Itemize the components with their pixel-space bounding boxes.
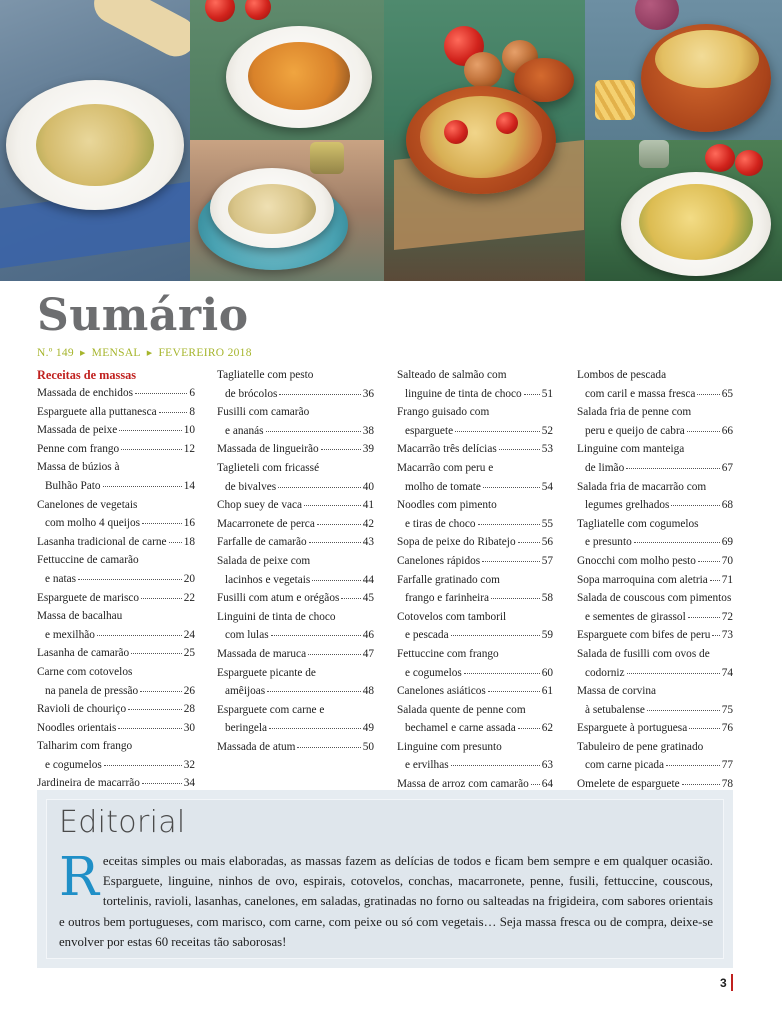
toc-page-number: 26	[183, 684, 195, 697]
toc-entry-title: Esparguete com bifes de peru	[577, 629, 711, 642]
toc-entry	[577, 626, 733, 645]
toc-entry	[217, 459, 374, 496]
toc-entry-title: Linguini de tinta de choco	[217, 610, 336, 623]
toc-page-number: 43	[362, 536, 374, 549]
toc-entry-title: Lombos de pescada	[577, 369, 667, 381]
toc-entry-title: amêijoas	[225, 685, 266, 698]
toc-entry-title: Macarrão três delícias	[397, 443, 497, 456]
toc-dot-leader	[308, 643, 361, 655]
toc-page-number: 36	[362, 387, 374, 400]
toc-page-number: 69	[721, 536, 733, 549]
toc-entry-title: Salada fria de penne com	[577, 406, 692, 419]
toc-entry-title: beringela	[225, 722, 268, 735]
toc-entry	[577, 571, 733, 590]
toc-entry	[37, 440, 195, 459]
toc-dot-leader	[634, 531, 720, 543]
toc-entry-title: Noodles com pimento	[397, 499, 497, 512]
toc-entry-title: Farfalle gratinado com	[397, 573, 500, 586]
toc-entry	[217, 738, 374, 757]
toc-dot-leader	[712, 624, 719, 636]
toc-entry-title: Ravioli de chouriço	[37, 703, 127, 716]
triangle-separator-icon: ▶	[146, 349, 153, 357]
toc-dot-leader	[297, 736, 360, 748]
toc-entry	[397, 645, 553, 682]
toc-dot-leader	[135, 382, 187, 394]
toc-column-4	[577, 366, 733, 831]
toc-entry-title: Tagliatelle com pesto	[217, 369, 314, 381]
toc-dot-leader	[141, 587, 182, 599]
toc-entry-title: Chop suey de vaca	[217, 499, 303, 512]
toc-dot-leader	[531, 773, 540, 785]
issue-frequency: MENSAL	[91, 347, 141, 359]
toc-page-number: 55	[541, 517, 553, 530]
issue-info	[37, 347, 252, 359]
toc-page-number: 28	[183, 703, 195, 716]
toc-entry-title: peru e queijo de cabra	[585, 424, 685, 437]
toc-dot-leader	[464, 662, 540, 674]
toc-column-3	[397, 366, 553, 794]
toc-dot-leader	[321, 438, 361, 450]
toc-entry-title: Salada quente de penne com	[397, 703, 526, 716]
toc-page-number: 64	[541, 778, 553, 791]
toc-dot-leader	[626, 457, 719, 469]
toc-entry	[217, 608, 374, 645]
toc-entry	[217, 589, 374, 608]
toc-entry	[397, 459, 553, 496]
page-number: 3	[720, 976, 727, 990]
toc-page-number: 68	[721, 499, 733, 512]
toc-entry	[397, 496, 553, 533]
toc-entry	[397, 608, 553, 645]
toc-dot-leader	[451, 624, 540, 636]
toc-page-number: 20	[183, 572, 195, 585]
toc-dot-leader	[524, 383, 540, 395]
toc-page-number: 30	[183, 721, 195, 734]
toc-entry-title: Massada de maruca	[217, 647, 307, 660]
toc-entry	[577, 719, 733, 738]
toc-page-number: 47	[362, 647, 374, 660]
toc-dot-leader	[671, 494, 719, 506]
toc-entry	[577, 366, 733, 403]
toc-entry-title: Salada de fusilli com ovos de	[577, 647, 710, 660]
toc-dot-leader	[488, 680, 540, 692]
toc-entry-title: Gnocchi com molho pesto	[577, 554, 696, 567]
toc-entry-title: Taglieteli com fricassé	[217, 461, 320, 474]
toc-section-title: Receitas de massas	[37, 368, 137, 382]
photo-tagliatelle-bivalves	[190, 140, 384, 281]
toc-entry-title: codorniz	[585, 666, 625, 679]
toc-page-number: 63	[541, 759, 553, 772]
page-number-bar	[731, 974, 733, 991]
toc-dot-leader	[698, 550, 720, 562]
toc-entry-title: de brócolos	[225, 387, 278, 400]
toc-entry-title: Jardineira de macarrão	[37, 777, 140, 790]
toc-entry	[397, 366, 553, 403]
toc-page-number: 74	[721, 666, 733, 679]
toc-dot-leader	[128, 698, 182, 710]
toc-entry-title: Massa de corvina	[577, 685, 657, 698]
toc-dot-leader	[627, 662, 720, 674]
toc-dot-leader	[140, 680, 182, 692]
toc-entry-title: à setubalense	[585, 703, 645, 716]
toc-dot-leader	[518, 717, 540, 729]
toc-entry-title: Salada fria de macarrão com	[577, 480, 707, 493]
toc-page-number: 72	[721, 610, 733, 623]
toc-dot-leader	[119, 419, 181, 431]
toc-entry-title: legumes grelhados	[585, 499, 670, 512]
toc-dot-leader	[131, 642, 182, 654]
toc-entry	[37, 737, 195, 774]
toc-page-number: 71	[721, 573, 733, 586]
toc-entry-title: Tagliatelle com cogumelos	[577, 517, 699, 530]
toc-dot-leader	[97, 624, 182, 636]
toc-dot-leader	[341, 587, 360, 599]
toc-page-number: 52	[541, 424, 553, 437]
toc-entry	[217, 533, 374, 552]
toc-entry-title: Linguine com presunto	[397, 740, 502, 753]
toc-entry	[37, 533, 195, 552]
toc-entry-title: Massada de lingueirão	[217, 443, 319, 456]
toc-entry	[577, 440, 733, 477]
toc-page-number: 66	[721, 424, 733, 437]
toc-entry-title: linguine de tinta de choco	[405, 387, 522, 400]
toc-entry-title: Bulhão Pato	[45, 479, 101, 492]
toc-dot-leader	[451, 754, 540, 766]
photo-penne-salad	[585, 140, 782, 281]
toc-entry-title: Salada de peixe com	[217, 554, 311, 567]
toc-dot-leader	[271, 624, 361, 636]
toc-page-number: 34	[183, 777, 195, 790]
toc-entry	[37, 458, 195, 495]
page-title: Sumário	[37, 290, 249, 341]
toc-page-number: 50	[362, 740, 374, 753]
toc-page-number: 62	[541, 722, 553, 735]
toc-dot-leader	[317, 513, 361, 525]
toc-entry-title: Massada de peixe	[37, 424, 118, 437]
toc-page-number: 18	[183, 535, 195, 548]
toc-page-number: 51	[541, 387, 553, 400]
toc-entry-title: Massada de enchidos	[37, 387, 133, 399]
toc-entry-title: Canelones de vegetais	[37, 498, 138, 511]
toc-entry-title: com molho 4 queijos	[45, 517, 141, 530]
toc-entry-title: e pescada	[405, 629, 449, 642]
toc-page-number: 38	[362, 424, 374, 437]
photo-spaghetti-puttanesca	[190, 0, 384, 140]
toc-dot-leader	[78, 568, 182, 580]
toc-page-number: 46	[362, 629, 374, 642]
toc-entry	[217, 664, 374, 701]
toc-entry-title: lacinhos e vegetais	[225, 573, 311, 586]
toc-entry	[217, 645, 374, 664]
toc-entry-title: Penne com frango	[37, 442, 120, 455]
photo-penne-pot	[585, 0, 782, 140]
toc-entry-title: Frango guisado com	[397, 406, 490, 419]
issue-date: FEVEREIRO 2018	[158, 347, 252, 359]
toc-entry-title: Omelete de esparguete	[577, 778, 680, 791]
toc-dot-leader	[687, 420, 720, 432]
toc-entry	[37, 496, 195, 533]
toc-entry	[37, 663, 195, 700]
toc-entry-title: e natas	[45, 572, 77, 585]
toc-page-number: 14	[183, 479, 195, 492]
toc-dot-leader	[159, 401, 188, 413]
toc-entry-title: Esparguete picante de	[217, 666, 316, 679]
toc-page-number: 70	[721, 554, 733, 567]
toc-page-number: 45	[362, 592, 374, 605]
toc-entry	[217, 403, 374, 440]
toc-page-number: 56	[541, 536, 553, 549]
toc-dot-leader	[278, 476, 361, 488]
toc-page-number: 76	[721, 722, 733, 735]
toc-dot-leader	[682, 773, 720, 785]
toc-entry-title: e mexilhão	[45, 628, 95, 641]
toc-page-number: 78	[721, 778, 733, 791]
toc-page-number: 41	[362, 499, 374, 512]
toc-entry	[397, 571, 553, 608]
toc-dot-leader	[482, 550, 540, 562]
toc-page-number: 24	[183, 628, 195, 641]
toc-entry-title: Massa de arroz com camarão	[397, 778, 529, 791]
triangle-separator-icon: ▶	[79, 349, 86, 357]
toc-entry	[37, 589, 195, 608]
toc-page-number: 53	[541, 443, 553, 456]
toc-entry-title: Lasanha tradicional de carne	[37, 535, 167, 548]
toc-dot-leader	[689, 717, 719, 729]
toc-entry-title: com caril e massa fresca	[585, 387, 696, 400]
toc-dot-leader	[142, 512, 182, 524]
toc-page-number: 32	[183, 758, 195, 771]
toc-entry-title: Massa de búzios à	[37, 461, 120, 474]
toc-entry-title: Esparguete alla puttanesca	[37, 405, 157, 418]
toc-dot-leader	[279, 383, 360, 395]
toc-entry-title: frango e farinheira	[405, 592, 490, 605]
toc-page-number: 44	[362, 573, 374, 586]
photo-tagliatelle-plate	[0, 0, 190, 281]
toc-entry-title: Canelones rápidos	[397, 554, 481, 567]
toc-dot-leader	[309, 531, 361, 543]
toc-entry-title: com carne picada	[585, 759, 665, 772]
toc-entry-title: e tiras de choco	[405, 517, 476, 530]
toc-page-number: 25	[183, 647, 195, 660]
toc-entry	[217, 440, 374, 459]
toc-entry-title: Esparguete com carne e	[217, 703, 325, 716]
toc-entry	[397, 682, 553, 701]
toc-entry	[397, 440, 553, 459]
toc-entry-title: esparguete	[405, 424, 454, 437]
toc-page-number: 49	[362, 722, 374, 735]
toc-entry-title: bechamel e carne assada	[405, 722, 516, 735]
toc-dot-leader	[312, 569, 360, 581]
toc-entry	[37, 644, 195, 663]
toc-page-number: 61	[541, 685, 553, 698]
toc-page-number: 73	[721, 629, 733, 642]
toc-entry-title: Tabuleiro de pene gratinado	[577, 740, 704, 753]
toc-dot-leader	[269, 717, 361, 729]
toc-entry-title: Macarrão com peru e	[397, 461, 494, 474]
toc-entry	[397, 552, 553, 571]
toc-entry-title: Fusilli com atum e orégãos	[217, 592, 340, 605]
toc-dot-leader	[304, 494, 361, 506]
photo-pasta-clay-pan	[384, 0, 585, 281]
toc-entry-title: e ananás	[225, 424, 264, 437]
toc-dot-leader	[688, 606, 720, 618]
toc-entry-title: e presunto	[585, 536, 632, 549]
toc-page-number: 57	[541, 554, 553, 567]
toc-entry-title: e cogumelos	[45, 758, 102, 771]
toc-dot-leader	[697, 383, 719, 395]
toc-dot-leader	[118, 717, 181, 729]
toc-entry-title: Carne com cotovelos	[37, 665, 133, 678]
toc-dot-leader	[169, 531, 182, 543]
toc-dot-leader	[266, 420, 361, 432]
toc-page-number: 12	[183, 442, 195, 455]
toc-entry	[577, 515, 733, 552]
toc-page-number: 16	[183, 517, 195, 530]
toc-entry-title: Farfalle de camarão	[217, 536, 307, 549]
toc-entry-title: e ervilhas	[405, 759, 449, 772]
toc-entry	[217, 366, 374, 403]
toc-dot-leader	[455, 420, 540, 432]
toc-page-number: 60	[541, 666, 553, 679]
toc-entry-title: e sementes de girassol	[585, 610, 686, 623]
toc-page-number: 77	[721, 759, 733, 772]
editorial-text	[59, 847, 713, 952]
toc-dot-leader	[103, 475, 182, 487]
toc-column-1	[37, 366, 195, 793]
toc-page-number: 75	[721, 703, 733, 716]
toc-entry	[37, 607, 195, 644]
toc-entry	[577, 738, 733, 775]
toc-page-number: 48	[362, 685, 374, 698]
toc-entry	[577, 403, 733, 440]
toc-dot-leader	[647, 699, 720, 711]
toc-dot-leader	[666, 754, 720, 766]
toc-entry	[577, 589, 733, 626]
toc-entry-title: Canelones asiáticos	[397, 685, 486, 698]
toc-page-number: 6	[189, 387, 195, 399]
toc-entry	[577, 478, 733, 515]
toc-entry-title: Esparguete de marisco	[37, 591, 140, 604]
editorial-title: Editorial	[59, 805, 186, 840]
toc-page-number: 58	[541, 592, 553, 605]
toc-entry-title: Fettuccine com frango	[397, 647, 499, 660]
toc-entry	[397, 701, 553, 738]
toc-page-number: 67	[721, 461, 733, 474]
toc-page-number: 40	[362, 480, 374, 493]
toc-page-number: 10	[183, 424, 195, 437]
toc-page-number: 39	[362, 443, 374, 456]
toc-entry	[217, 552, 374, 589]
toc-entry-title: e cogumelos	[405, 666, 462, 679]
toc-page-number: 8	[189, 405, 195, 418]
toc-entry-title: Noodles orientais	[37, 721, 117, 734]
toc-dot-leader	[491, 587, 540, 599]
toc-entry	[577, 645, 733, 682]
toc-dot-leader	[104, 754, 182, 766]
toc-entry-title: com lulas	[225, 629, 269, 642]
toc-entry	[37, 551, 195, 588]
toc-entry-title: Massada de atum	[217, 740, 296, 753]
toc-dot-leader	[499, 438, 540, 450]
toc-entry-title: Fettuccine de camarão	[37, 554, 139, 567]
toc-entry	[577, 682, 733, 719]
toc-entry-title: Sopa de peixe do Ribatejo	[397, 536, 516, 549]
toc-dot-leader	[518, 531, 540, 543]
toc-dot-leader	[483, 476, 540, 488]
toc-dot-leader	[710, 569, 720, 581]
recipe-photo-collage	[0, 0, 782, 281]
toc-entry-title: Fusilli com camarão	[217, 406, 310, 419]
editorial-body: eceitas simples ou mais elaboradas, as massas fazem as delícias de todos e ficam bem sempre e em qualquer ocasião. Esparguete, linguine, ninhos de ovo, espirais, cotovelos, conchas, macarronete, penne, fusili, fettuccine, couscous, tortelinis, ravioli, lasanhas, canelones, em saladas, gratinadas no forno ou salteadas na frigideira, com sabores orientais e outros bem portugueses, com marisco, com carne, com peixe ou só com vegetais… Seja massa fresca ou de compra, deixe-se envolver por estas 60 receitas tão saborosas!	[59, 854, 713, 949]
toc-entry-title: Sopa marroquina com aletria	[577, 573, 708, 586]
toc-entry-title: Talharim com frango	[37, 740, 133, 753]
toc-page-number: 65	[721, 387, 733, 400]
toc-entry-title: Salada de couscous com pimentos	[577, 592, 732, 605]
toc-entry-title: Massa de bacalhau	[37, 610, 123, 623]
toc-entry-title: de limão	[585, 461, 625, 474]
toc-page-number: 42	[362, 517, 374, 530]
toc-entry-title: Salteado de salmão com	[397, 369, 507, 381]
toc-entry	[397, 403, 553, 440]
toc-entry-title: Esparguete à portuguesa	[577, 722, 688, 735]
toc-entry-title: Linguine com manteiga	[577, 443, 685, 456]
toc-column-2	[217, 366, 374, 756]
issue-number: N.º 149	[37, 347, 74, 359]
toc-entry-title: na panela de pressão	[45, 684, 139, 697]
toc-dot-leader	[267, 680, 361, 692]
toc-entry-title: molho de tomate	[405, 480, 481, 493]
toc-entry	[217, 701, 374, 738]
toc-page-number: 22	[183, 591, 195, 604]
toc-page-number: 59	[541, 629, 553, 642]
toc-entry-title: de bivalves	[225, 480, 277, 493]
toc-entry-title: Macarronete de perca	[217, 517, 315, 530]
editorial-dropcap: R	[59, 847, 99, 908]
toc-entry-title: Lasanha de camarão	[37, 647, 130, 660]
toc-dot-leader	[121, 438, 182, 450]
toc-entry-title: Cotovelos com tamboril	[397, 610, 507, 623]
toc-entry	[37, 719, 195, 738]
toc-entry	[397, 738, 553, 775]
toc-dot-leader	[142, 772, 182, 784]
toc-page-number: 54	[541, 480, 553, 493]
toc-dot-leader	[478, 513, 540, 525]
